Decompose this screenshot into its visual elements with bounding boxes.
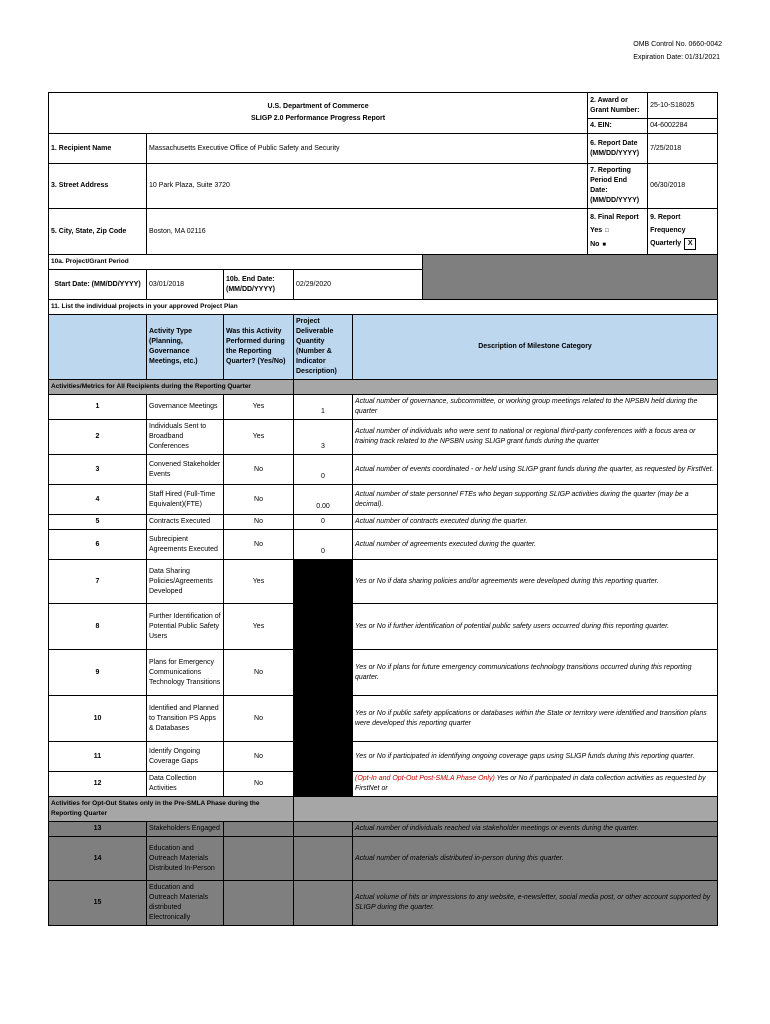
row-number: 7	[49, 560, 147, 604]
milestone-description: Actual number of materials distributed in-person during this quarter.	[353, 837, 718, 881]
end-date-label: 10b. End Date: (MM/DD/YYYY)	[224, 270, 294, 300]
row-number: 15	[49, 881, 147, 926]
opt-in-note: (Opt-In and Opt-Out Post-SMLA Phase Only)	[355, 775, 495, 782]
activity-performed: Yes	[224, 420, 294, 455]
milestone-description: (Opt-In and Opt-Out Post-SMLA Phase Only) Yes or No if participated in data collection activities as requested by FirstNet or	[353, 772, 718, 797]
activity-type: Staff Hired (Full-Time Equivalent)(FTE)	[147, 485, 224, 515]
report-frequency-quarterly[interactable]: Quarterly X	[650, 237, 715, 250]
award-number-value: 25-10-S18025	[648, 93, 718, 119]
award-number-label: 2. Award or Grant Number:	[588, 93, 648, 119]
deliverable-quantity-blocked	[294, 742, 353, 772]
section-opt-out: Activities for Opt-Out States only in the Pre-SMLA Phase during the Reporting Quarter	[49, 797, 294, 822]
section-all-shade	[294, 380, 718, 395]
activity-performed: No	[224, 515, 294, 530]
report-date-label: 6. Report Date (MM/DD/YYYY)	[588, 134, 648, 164]
milestone-description: Actual number of agreements executed during the quarter.	[353, 530, 718, 560]
activity-performed: No	[224, 772, 294, 797]
milestone-description: Yes or No if plans for future emergency communications technology transitions occurred during this reporting quarter.	[353, 650, 718, 696]
recipient-name-value: Massachusetts Executive Office of Public Safety and Security	[147, 134, 588, 164]
milestone-description: Yes or No if data sharing policies and/or agreements were developed during this reporting quarter.	[353, 560, 718, 604]
start-date-value: 03/01/2018	[147, 270, 224, 300]
activity-performed-shaded	[224, 881, 294, 926]
row-number: 11	[49, 742, 147, 772]
performance-report-form	[48, 92, 718, 926]
activity-type: Education and Outreach Materials Distributed In-Person	[147, 837, 224, 881]
row-number: 1	[49, 395, 147, 420]
column-header-blank	[49, 315, 147, 380]
deliverable-quantity-blocked	[294, 560, 353, 604]
checkbox-icon: □	[605, 228, 609, 234]
column-header-performed: Was this Activity Performed during the Reporting Quarter? (Yes/No)	[224, 315, 294, 380]
activity-type: Contracts Executed	[147, 515, 224, 530]
final-report-no[interactable]: No ■	[590, 241, 607, 248]
deliverable-quantity-blocked	[294, 696, 353, 742]
milestone-description: Actual number of individuals who were sent to national or regional third-party conferences with a focus area or training track related to the NPSBN using SLIGP grant funds during the quarter	[353, 420, 718, 455]
ein-label: 4. EIN:	[588, 119, 648, 134]
table-row	[49, 395, 718, 420]
table-row	[49, 837, 718, 881]
table-row	[49, 604, 718, 650]
milestone-description: Yes or No if further identification of potential public safety users occurred during this reporting quarter.	[353, 604, 718, 650]
table-row	[49, 772, 718, 797]
deliverable-quantity-blocked	[294, 772, 353, 797]
section-11-heading: 11. List the individual projects in your approved Project Plan	[49, 300, 718, 315]
activity-performed: Yes	[224, 395, 294, 420]
milestone-description: Actual number of individuals reached via stakeholder meetings or events during the quarter.	[353, 822, 718, 837]
deliverable-quantity: 0.00	[294, 485, 353, 515]
column-header-quantity: Project Deliverable Quantity (Number & Indicator Description)	[294, 315, 353, 380]
activity-type: Individuals Sent to Broadband Conferences	[147, 420, 224, 455]
street-address-label: 3. Street Address	[49, 164, 147, 209]
milestone-description: Actual volume of hits or impressions to any website, e-newsletter, social media post, or other account supported by SLIGP during the quarter.	[353, 881, 718, 926]
milestone-description: Yes or No if participated in identifying ongoing coverage gaps using SLIGP funds during this reporting quarter.	[353, 742, 718, 772]
column-header-description: Description of Milestone Category	[353, 315, 718, 380]
milestone-description: Actual number of governance, subcommittee, or working group meetings related to the NPSBN held during the quarter	[353, 395, 718, 420]
deliverable-quantity: 3	[294, 420, 353, 455]
deliverable-quantity: 0	[294, 455, 353, 485]
report-title: SLIGP 2.0 Performance Progress Report	[250, 115, 386, 122]
report-frequency-field	[648, 209, 718, 255]
omb-block	[633, 38, 722, 64]
ein-value: 04-6002284	[648, 119, 718, 134]
table-row	[49, 822, 718, 837]
activity-performed: No	[224, 530, 294, 560]
street-address-value: 10 Park Plaza, Suite 3720	[147, 164, 588, 209]
column-header-activity: Activity Type (Planning, Governance Meetings, etc.)	[147, 315, 224, 380]
report-date-value: 7/25/2018	[648, 134, 718, 164]
row-number: 12	[49, 772, 147, 797]
activity-performed: No	[224, 485, 294, 515]
row-number: 10	[49, 696, 147, 742]
row-number: 9	[49, 650, 147, 696]
deliverable-quantity-shaded	[294, 822, 353, 837]
deliverable-quantity: 1	[294, 395, 353, 420]
table-row	[49, 650, 718, 696]
table-row	[49, 420, 718, 455]
table-row	[49, 560, 718, 604]
deliverable-quantity-shaded	[294, 837, 353, 881]
activity-type: Identified and Planned to Transition PS Apps & Databases	[147, 696, 224, 742]
activity-performed: No	[224, 742, 294, 772]
omb-control-number: OMB Control No. 0660-0042	[633, 41, 722, 48]
deliverable-quantity-blocked	[294, 604, 353, 650]
period-end-label: 7. Reporting Period End Date: (MM/DD/YYYY)	[588, 164, 648, 209]
activity-performed: No	[224, 650, 294, 696]
end-date-value: 02/29/2020	[294, 270, 423, 300]
recipient-name-label: 1. Recipient Name	[49, 134, 147, 164]
activity-type: Stakeholders Engaged	[147, 822, 224, 837]
report-frequency-label: 9. Report Frequency	[650, 214, 686, 234]
activity-performed: No	[224, 455, 294, 485]
section-all-recipients: Activities/Metrics for All Recipients during the Reporting Quarter	[49, 380, 294, 395]
activity-performed: No	[224, 696, 294, 742]
milestone-description: Actual number of contracts executed during the quarter.	[353, 515, 718, 530]
activities-body	[49, 395, 718, 797]
checked-box-icon: X	[684, 238, 696, 250]
row-number: 6	[49, 530, 147, 560]
shaded-block	[423, 255, 718, 300]
activity-type: Education and Outreach Materials distributed Electronically	[147, 881, 224, 926]
milestone-description: Actual number of state personnel FTEs who began supporting SLIGP activities during the quarter (may be a decimal).	[353, 485, 718, 515]
activity-type: Data Collection Activities	[147, 772, 224, 797]
section-opt-out-shade	[294, 797, 718, 822]
row-number: 3	[49, 455, 147, 485]
row-number: 5	[49, 515, 147, 530]
milestone-description: Yes or No if public safety applications or databases within the State or territory were identified and transition plans were developed this reporting quarter	[353, 696, 718, 742]
activity-type: Identify Ongoing Coverage Gaps	[147, 742, 224, 772]
table-row	[49, 742, 718, 772]
deliverable-quantity-shaded	[294, 881, 353, 926]
activity-performed-shaded	[224, 837, 294, 881]
table-row	[49, 455, 718, 485]
row-number: 13	[49, 822, 147, 837]
final-report-label: 8. Final Report	[590, 214, 639, 221]
table-row	[49, 696, 718, 742]
activity-type: Plans for Emergency Communications Technology Transitions	[147, 650, 224, 696]
city-state-zip-label: 5. City, State, Zip Code	[49, 209, 147, 255]
activity-performed: Yes	[224, 560, 294, 604]
final-report-field	[588, 209, 648, 255]
department-name: U.S. Department of Commerce	[267, 103, 369, 110]
deliverable-quantity: 0	[294, 515, 353, 530]
city-state-zip-value: Boston, MA 02116	[147, 209, 588, 255]
report-header	[49, 93, 588, 134]
table-row	[49, 530, 718, 560]
opt-out-activities-body	[49, 822, 718, 926]
deliverable-quantity-blocked	[294, 650, 353, 696]
row-number: 8	[49, 604, 147, 650]
period-end-value: 06/30/2018	[648, 164, 718, 209]
activity-performed: Yes	[224, 604, 294, 650]
row-number: 4	[49, 485, 147, 515]
table-row	[49, 485, 718, 515]
row-number: 2	[49, 420, 147, 455]
start-date-label: Start Date: (MM/DD/YYYY)	[49, 270, 147, 300]
activity-type: Further Identification of Potential Public Safety Users	[147, 604, 224, 650]
activity-type: Convened Stakeholder Events	[147, 455, 224, 485]
project-period-label: 10a. Project/Grant Period	[49, 255, 423, 270]
row-number: 14	[49, 837, 147, 881]
milestone-description: Actual number of events coordinated - or held using SLIGP grant funds during the quarter, as requested by FirstNet.	[353, 455, 718, 485]
table-row	[49, 881, 718, 926]
activity-type: Data Sharing Policies/Agreements Developed	[147, 560, 224, 604]
omb-expiration-date: Expiration Date: 01/31/2021	[633, 54, 721, 61]
activity-performed-shaded	[224, 822, 294, 837]
activity-type: Governance Meetings	[147, 395, 224, 420]
activity-type: Subrecipient Agreements Executed	[147, 530, 224, 560]
table-row	[49, 515, 718, 530]
deliverable-quantity: 0	[294, 530, 353, 560]
final-report-yes[interactable]: Yes □	[590, 227, 609, 234]
checkbox-icon: ■	[602, 242, 607, 248]
